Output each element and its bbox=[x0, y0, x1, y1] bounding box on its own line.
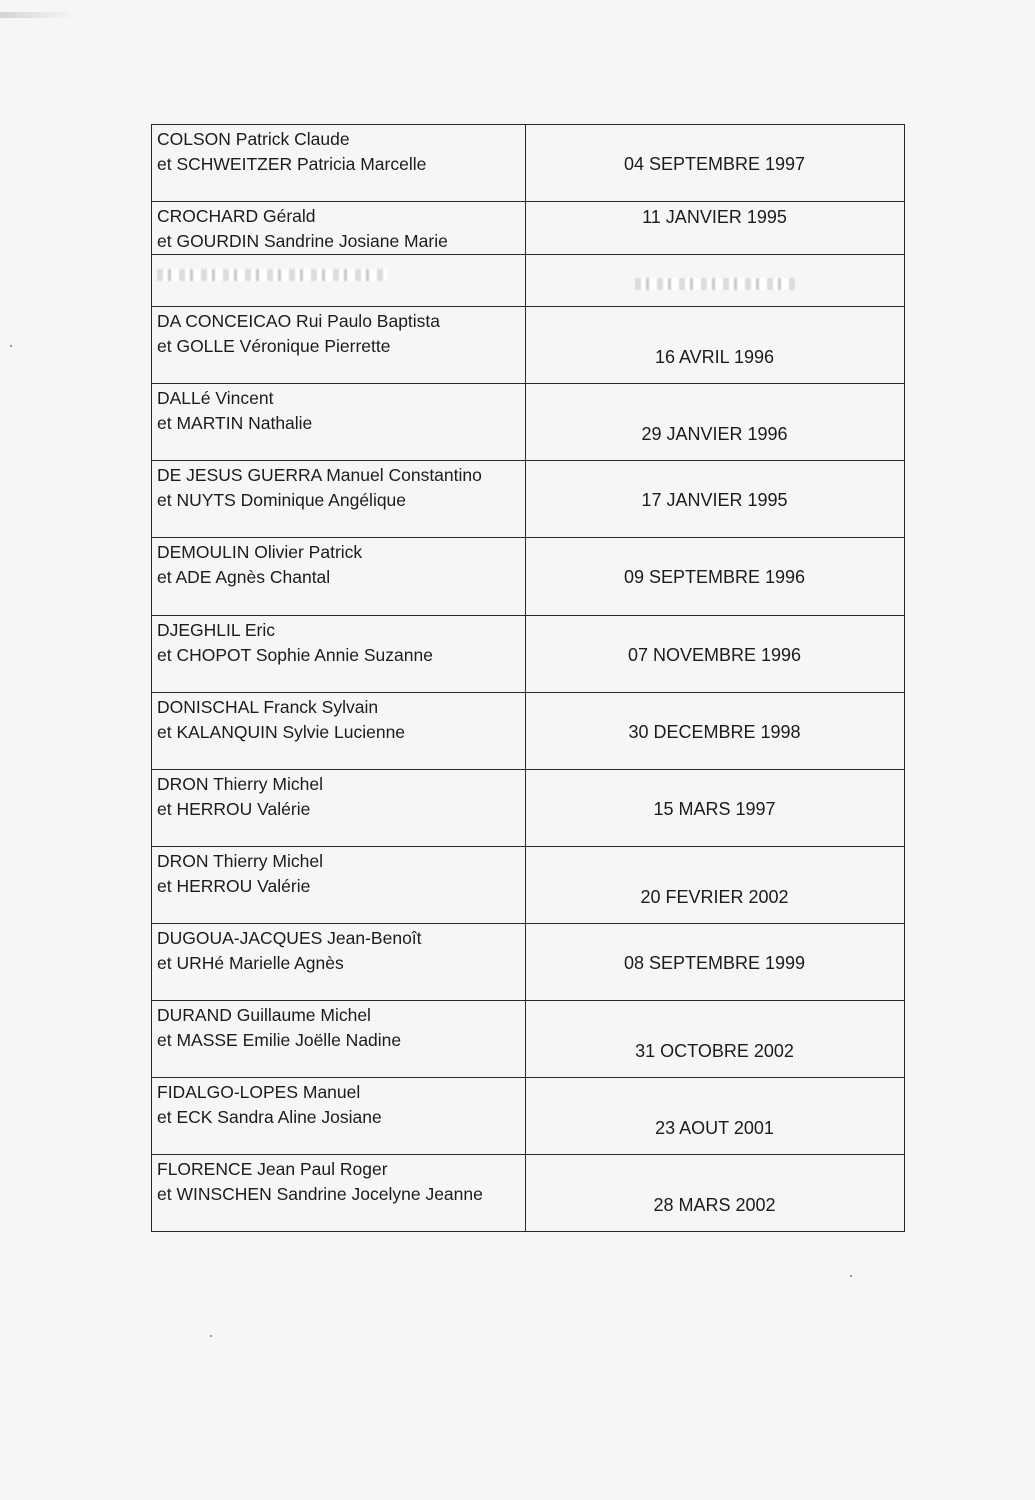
table-row bbox=[152, 1155, 905, 1232]
couple-names-cell bbox=[152, 461, 526, 538]
spouse-2-name: et KALANQUIN Sylvie Lucienne bbox=[157, 722, 406, 742]
marriage-date-cell bbox=[526, 125, 905, 202]
spouse-1-name: COLSON Patrick Claude bbox=[157, 129, 350, 149]
table-row bbox=[152, 1078, 905, 1155]
spouse-1-name: DUGOUA-JACQUES Jean-Benoît bbox=[157, 928, 422, 948]
table-row bbox=[152, 202, 905, 255]
marriage-date-cell bbox=[526, 461, 905, 538]
couple-names-cell bbox=[152, 693, 526, 770]
spouse-1-name: FIDALGO-LOPES Manuel bbox=[157, 1082, 361, 1102]
marriage-date: 28 MARS 2002 bbox=[653, 1194, 776, 1215]
couple-names-cell bbox=[152, 616, 526, 693]
couple-names-cell bbox=[152, 924, 526, 1001]
marriage-date: 15 MARS 1997 bbox=[653, 798, 776, 819]
spouse-1-name: DEMOULIN Olivier Patrick bbox=[157, 542, 363, 562]
spouse-2-name: et GOLLE Véronique Pierrette bbox=[157, 336, 391, 356]
spouse-2-name: et HERROU Valérie bbox=[157, 799, 311, 819]
marriage-date-cell bbox=[526, 847, 905, 924]
spouse-1-name: DRON Thierry Michel bbox=[157, 851, 323, 871]
table-row bbox=[152, 125, 905, 202]
registry-rows bbox=[152, 125, 905, 1232]
spouse-2-name: et CHOPOT Sophie Annie Suzanne bbox=[157, 645, 433, 665]
marriage-date-cell bbox=[526, 1155, 905, 1232]
table-row bbox=[152, 255, 905, 307]
spouse-2-name: et ECK Sandra Aline Josiane bbox=[157, 1107, 382, 1127]
spouse-1-name: FLORENCE Jean Paul Roger bbox=[157, 1159, 388, 1179]
marriage-date: 09 SEPTEMBRE 1996 bbox=[623, 567, 806, 587]
spouse-2-name: et MASSE Emilie Joëlle Nadine bbox=[157, 1030, 402, 1050]
table-row bbox=[152, 847, 905, 924]
marriage-date-cell bbox=[526, 1078, 905, 1155]
table-row bbox=[152, 616, 905, 693]
scan-speck bbox=[210, 1335, 212, 1337]
couple-names-cell bbox=[152, 770, 526, 847]
marriage-date: 08 SEPTEMBRE 1999 bbox=[623, 952, 806, 973]
marriage-date-cell bbox=[526, 693, 905, 770]
marriage-date: 31 OCTOBRE 2002 bbox=[635, 1040, 794, 1061]
marriage-date: 04 SEPTEMBRE 1997 bbox=[623, 153, 806, 174]
table-row bbox=[152, 384, 905, 461]
marriage-date: 17 JANVIER 1995 bbox=[641, 489, 788, 510]
scan-speck bbox=[10, 345, 12, 347]
spouse-2-name: et NUYTS Dominique Angélique bbox=[157, 490, 407, 510]
marriage-date: 07 NOVEMBRE 1996 bbox=[627, 644, 802, 665]
scan-edge-mark bbox=[0, 12, 70, 18]
table-row bbox=[152, 924, 905, 1001]
spouse-2-name: et ADE Agnès Chantal bbox=[157, 567, 331, 587]
table-row bbox=[152, 538, 905, 616]
spouse-2-name: et SCHWEITZER Patricia Marcelle bbox=[157, 154, 427, 174]
marriage-date: 23 AOUT 2001 bbox=[655, 1117, 774, 1138]
couple-names-cell bbox=[152, 255, 526, 307]
scan-speck bbox=[850, 1275, 852, 1277]
marriage-date: 20 FEVRIER 2002 bbox=[640, 886, 789, 907]
couple-names-cell bbox=[152, 202, 526, 255]
redacted-names bbox=[157, 269, 387, 281]
marriage-date-cell bbox=[526, 384, 905, 461]
marriage-date-cell bbox=[526, 1001, 905, 1078]
spouse-1-name: DRON Thierry Michel bbox=[157, 774, 323, 794]
spouse-2-name: et HERROU Valérie bbox=[157, 876, 311, 896]
table-row bbox=[152, 693, 905, 770]
marriage-date: 29 JANVIER 1996 bbox=[641, 423, 788, 444]
spouse-2-name: et GOURDIN Sandrine Josiane Marie bbox=[157, 231, 448, 251]
spouse-2-name: et URHé Marielle Agnès bbox=[157, 953, 344, 973]
couple-names-cell bbox=[152, 1155, 526, 1232]
couple-names-cell bbox=[152, 1001, 526, 1078]
table-row bbox=[152, 307, 905, 384]
spouse-1-name: DONISCHAL Franck Sylvain bbox=[157, 697, 379, 717]
marriage-date-cell bbox=[526, 538, 905, 616]
table-row bbox=[152, 461, 905, 538]
redacted-date bbox=[635, 278, 795, 290]
marriage-date-cell bbox=[526, 307, 905, 384]
couple-names-cell bbox=[152, 1078, 526, 1155]
marriage-date: 16 AVRIL 1996 bbox=[654, 346, 775, 367]
spouse-1-name: CROCHARD Gérald bbox=[157, 206, 316, 226]
table-row bbox=[152, 770, 905, 847]
marriage-date-cell bbox=[526, 616, 905, 693]
couple-names-cell bbox=[152, 847, 526, 924]
couple-names-cell bbox=[152, 384, 526, 461]
spouse-1-name: DA CONCEICAO Rui Paulo Baptista bbox=[157, 311, 441, 331]
spouse-1-name: DALLé Vincent bbox=[157, 388, 274, 408]
spouse-1-name: DURAND Guillaume Michel bbox=[157, 1005, 371, 1025]
spouse-1-name: DJEGHLIL Eric bbox=[157, 620, 275, 640]
marriage-registry-table bbox=[151, 124, 905, 1232]
marriage-date: 11 JANVIER 1995 bbox=[642, 207, 787, 227]
marriage-date: 30 DECEMBRE 1998 bbox=[628, 721, 801, 742]
marriage-date-cell bbox=[526, 770, 905, 847]
couple-names-cell bbox=[152, 307, 526, 384]
marriage-date-cell bbox=[526, 202, 905, 255]
marriage-date-cell bbox=[526, 255, 905, 307]
couple-names-cell bbox=[152, 125, 526, 202]
spouse-2-name: et WINSCHEN Sandrine Jocelyne Jeanne bbox=[157, 1184, 483, 1204]
marriage-date-cell bbox=[526, 924, 905, 1001]
spouse-2-name: et MARTIN Nathalie bbox=[157, 413, 313, 433]
couple-names-cell bbox=[152, 538, 526, 616]
spouse-1-name: DE JESUS GUERRA Manuel Constantino bbox=[157, 465, 482, 485]
table-row bbox=[152, 1001, 905, 1078]
